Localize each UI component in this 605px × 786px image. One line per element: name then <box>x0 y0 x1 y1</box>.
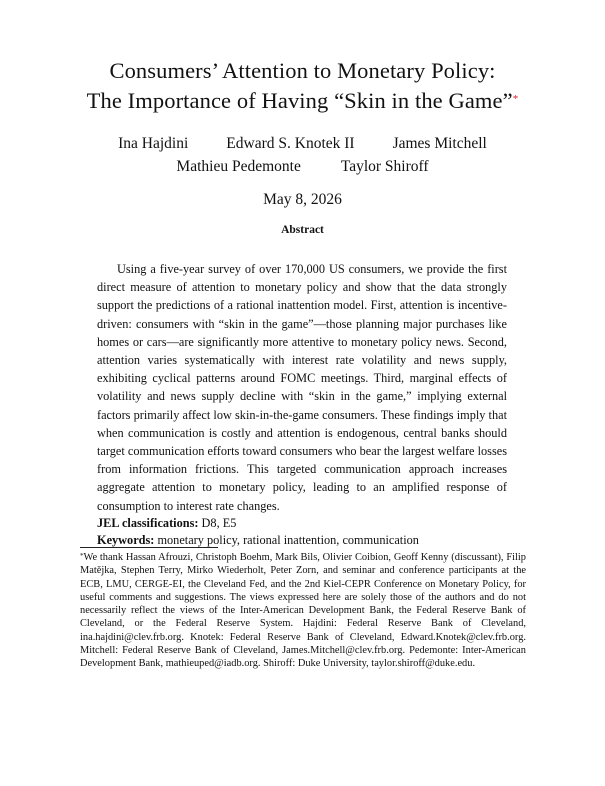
author-name: Mathieu Pedemonte <box>176 158 301 175</box>
author-name: Taylor Shiroff <box>340 158 429 175</box>
abstract-heading: Abstract <box>281 224 324 236</box>
footnote-divider <box>80 547 218 548</box>
paper-title <box>0 56 605 116</box>
footnote-text: We thank Hassan Afrouzi, Christoph Boehm, Mark Bils, Olivier Coibion, Geoff Kenny (discussant), Filip Matějka, Stephen Terry, Mirko Wiederholt, Peter Zorn, and seminar and conference participants at the ECB, LMU, CERGE-EI, the Cleveland Fed, and the 2nd Kiel-CEPR Conference on Monetary Policy, for useful comments and suggestions. The views expressed here are solely those of the authors and do not necessarily reflect the views of the Inter-American Development Bank, the Federal Reserve Bank of Cleveland, or the Federal Reserve System. Hajdini: Federal Reserve Bank of Cleveland, ina.hajdini@clev.frb.org. Knotek: Federal Reserve Bank of Cleveland, Edward.Knotek@clev.frb.org. Mitchell: Federal Reserve Bank of Cleveland, James.Mitchell@clev.frb.org. Pedemonte: Inter-American Development Bank, mathieuped@iadb.org. Shiroff: Duke University, taylor.shiroff@duke.edu. <box>80 552 526 670</box>
author-name: James Mitchell <box>392 135 487 152</box>
author-row-2 <box>0 155 605 178</box>
title-line-2 <box>0 86 605 116</box>
jel-classifications <box>97 515 236 531</box>
footnote <box>80 551 526 671</box>
title-line-1: Consumers’ Attention to Monetary Policy: <box>109 58 496 83</box>
title-line-2-text: The Importance of Having “Skin in the Game” <box>86 88 513 113</box>
author-row-1 <box>0 132 605 155</box>
jel-label: JEL classifications: <box>97 516 199 530</box>
keywords-label: Keywords: <box>97 533 155 547</box>
author-name: Ina Hajdini <box>118 135 189 152</box>
keywords <box>97 532 419 548</box>
abstract-body: Using a five-year survey of over 170,000 US consumers, we provide the first direct measure of attention to monetary policy and show that the data strongly support the predictions of a rational inattention model. First, attention is incentive-driven: consumers with “skin in the game”—those planning major purchases like homes or cars—are significantly more attentive to monetary policy news. Second, attention varies systematically with interest rate volatility and news supply, exhibiting cyclical patterns around FOMC meetings. Third, marginal effects of volatility and news supply decline with “skin in the game,” implying external factors primarily affect low skin-in-the-game consumers. These findings imply that when communication is costly and attention is endogenous, central banks should target communication efforts toward consumers who bear the largest welfare losses from information frictions. This targeted communication approach increases aggregate attention to monetary policy, leading to an amplified response of consumption to interest rate changes. <box>97 262 507 513</box>
author-name: Edward S. Knotek II <box>226 135 355 152</box>
author-list <box>0 132 605 178</box>
jel-value: D8, E5 <box>201 516 237 530</box>
publication-date: May 8, 2026 <box>263 191 342 208</box>
footnote-marker: * <box>80 552 84 560</box>
keywords-value: monetary policy, rational inattention, communication <box>157 533 419 547</box>
title-footnote-marker[interactable]: * <box>512 93 519 105</box>
